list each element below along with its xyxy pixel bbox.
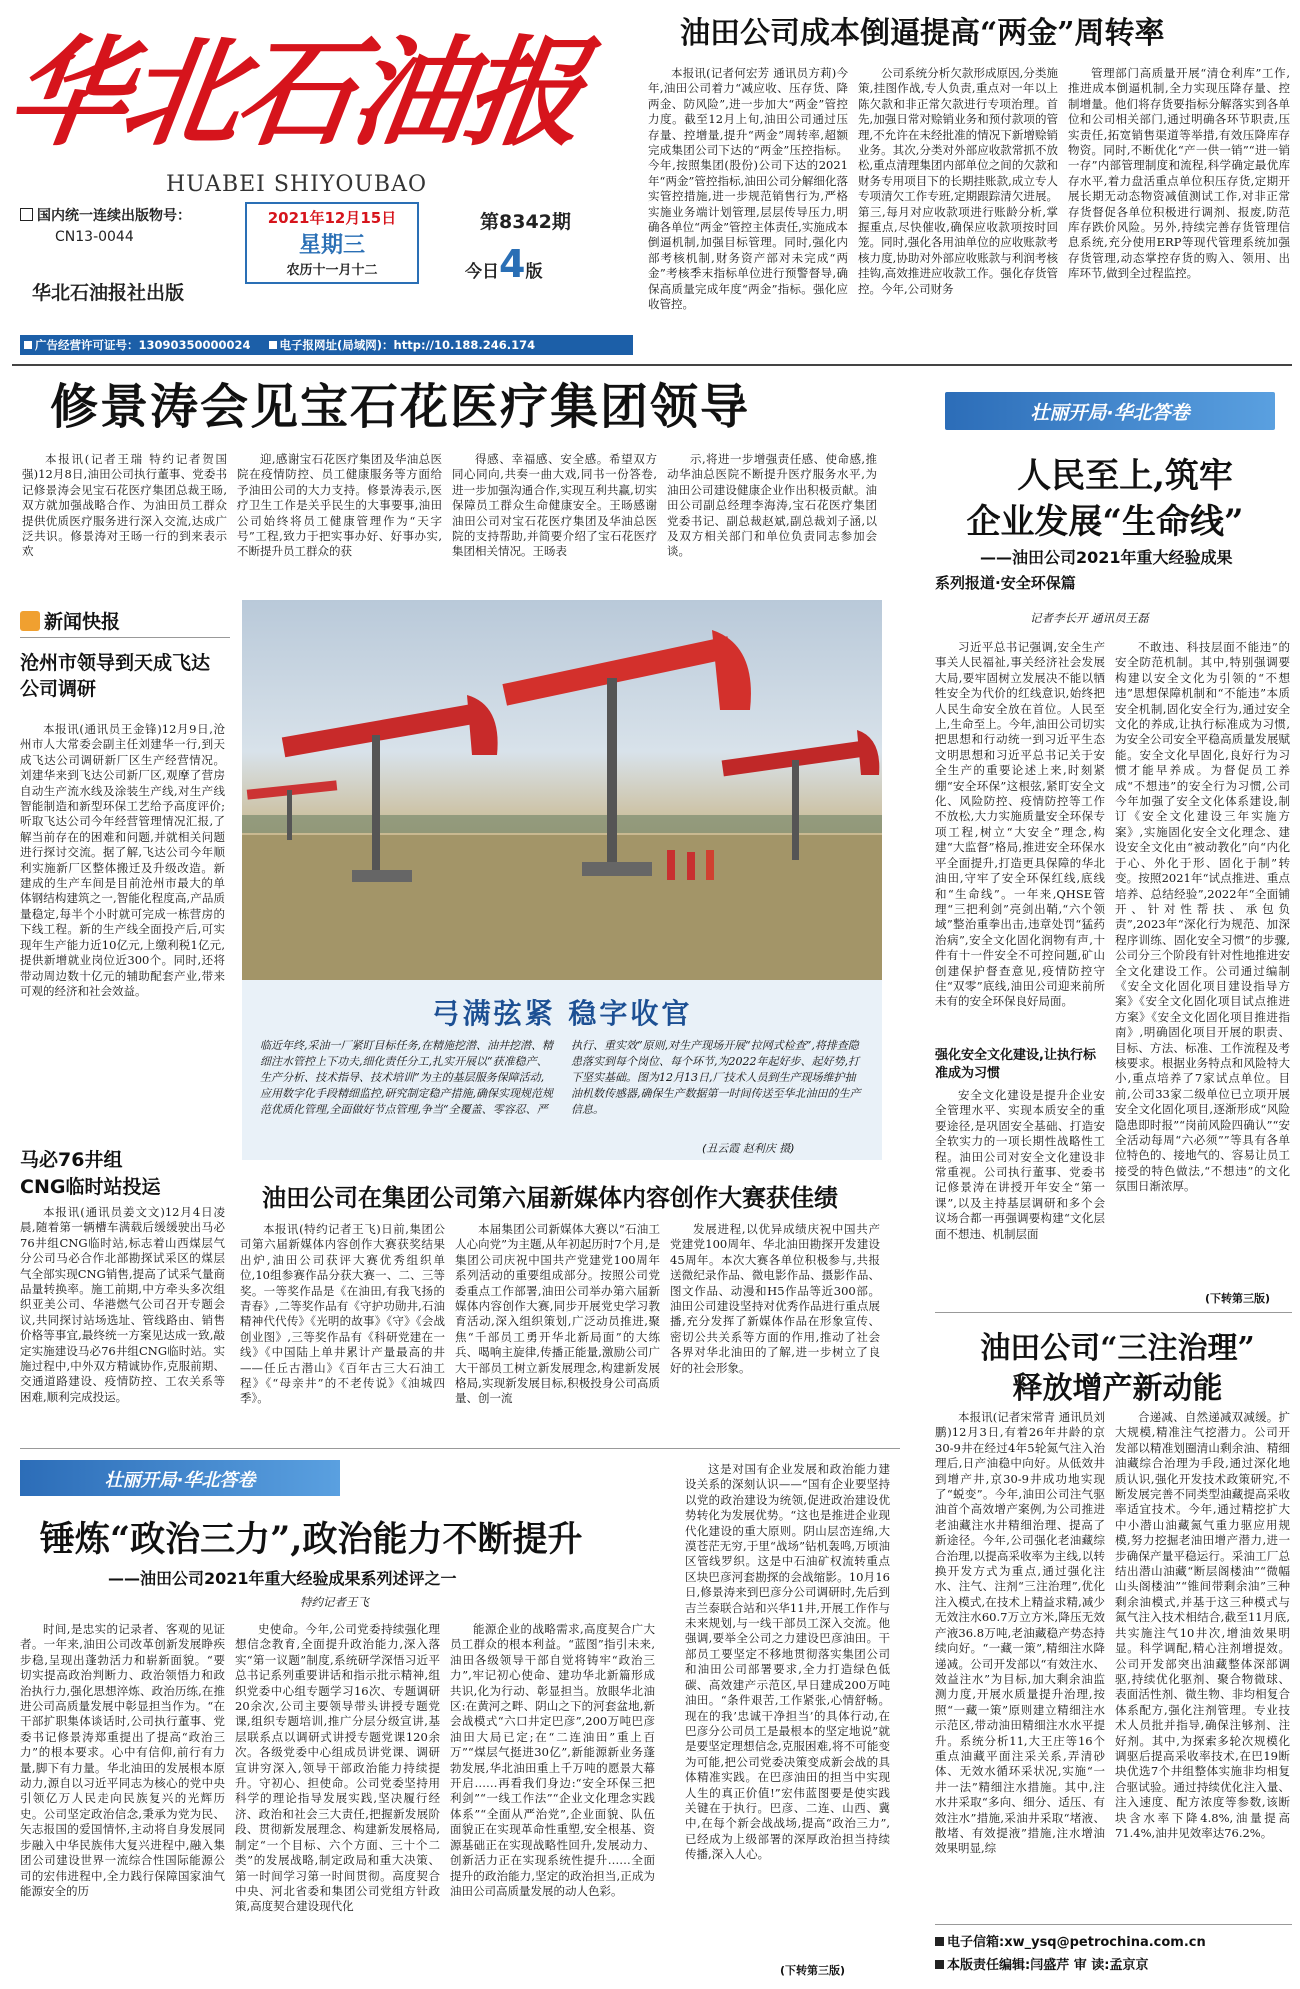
issn-box	[20, 205, 230, 265]
date-block	[245, 202, 419, 284]
safety-continued: (下转第三版)	[1205, 1292, 1271, 1305]
publisher: 华北石油报社出版	[32, 282, 185, 304]
date: 2021年12月15日	[267, 209, 397, 227]
photo-caption-box	[242, 980, 882, 1160]
footer-email: 电子信箱:xw_ysq@petrochina.com.cn	[935, 1931, 1292, 1950]
three-inj-col2: 合递减、自然递减双减缓。扩大规模,精准注气挖潜力。公司开发部以精准划圈清山剩余油、精细油藏综合治理为手段,通过深化地质认识,强化开发技术政策研究,不断发展完善不同类型油藏提高采收率适宜技术。今年,通过精挖扩大中小潜山油藏氮气重力驱应用规模,努力挖掘老油田增产潜力,进一步确保产量平稳运行。采油工厂总结出潜山油藏“断层阁楼油”“微幅山头阁楼油”“锥间带剩余油”三种剩余油模式,并基于这三种模式与氮气注入技术相结合,截至11月底,共实施注气10井次,增油效果明显。科学调配,精心注剂增提效。公司开发部突出油藏整体深部调驱,持续优化驱剂、聚合物微球、表面活性剂、微生物、非均相复合体系配方,强化注剂管理。专业技术人员批并指导,确保注够剂、注好剂。其中,为探索多轮次规模化调驱后提高采收率技术,在巴19断块优选7个井组整体实施非均相复合驱试验。通过持续优化注入量、注入速度、配方浓度等参数,该断块含水率下降4.8%,油量提高71.4%,油井见效率达76.2%。	[1115, 1410, 1290, 1840]
info-bar	[20, 335, 633, 355]
lead-col2: 迎,感谢宝石花医疗集团及华油总医院在疫情防控、员工健康服务等方面给予油田公司的大力支持。修景涛表示,医疗卫生工作是关乎民生的大事要事,油田公司始终将员工健康管理作为“天字号”工程,致力于把实事办好、好事办实,不断提升员工群众的获	[237, 452, 442, 559]
brief-2-headline-1: 马必76井组	[20, 1149, 123, 1171]
media-col2: 本届集团公司新媒体大赛以“石油工人心向党”为主题,从年初起历时7个月,是集团公司庆祝中国共产党建党100周年系列活动的重要组成部分。按照公司党委重点工作部署,油田公司举办第六届新媒体内容创作大赛,同步开展党史学习教育活动,深入组织策划,广泛动员推进,聚焦“千部员工勇开华北新局面”的大练兵、喝响主旋律,传播正能量,激励公司广大干部员工树立新发展理念,构建新发展格局,实现新发展目标,积极投身公司高质量、创一流	[455, 1222, 660, 1406]
square-icon	[935, 1960, 944, 1969]
brief-1-headline: 沧州市领导到天成飞达公司调研	[20, 652, 211, 700]
story-top-col1: 本报讯(记者何宏芳 通讯员方莉)今年,油田公司着力“减应收、压存货、降两金、防风险”,进一步加大“两金”管控力度。截至12月上旬,油田公司通过压存量、控增量,提升“两金”周转率,超额完成集团公司下达的“两金”压控指标。今年,按照集团(股份)公司下达的2021年“两金”管控指标,油田公司分解细化落实管控措施,进一步规范销售行为,严格实施业务端计划管理,层层传导压力,明确各单位“两金”管控主体责任,实施成本倒逼机制,加强目标管理。同时,强化内部考核机制,财务资产部对未完成“两金”考核季末指标单位进行预警督导,确保高质量完成年度“两金”指标。强化应收管控。	[648, 66, 848, 312]
lead-col1: 本报讯(记者王瑞 特约记者贺国强)12月8日,油田公司执行董事、党委书记修景涛会见宝石花医疗集团总裁王旸,双方就加强战略合作、为油田员工群众提供优质医疗服务进行深入交流,达成广泛共识。修景涛对王旸一行的到来表示欢	[22, 452, 227, 559]
weekday: 星期三	[298, 233, 365, 258]
three-inj-headline-1: 油田公司“三注治理”	[980, 1331, 1255, 1366]
safety-col1b: 安全文化建设是提升企业安全管理水平、实现本质安全的重要途径,是巩固安全基础、打造安全软实力的一项长期性战略性工程。油田公司对安全文化建设非常重视。公司执行董事、党委书记修景涛在讲授开年安全“第一课”,以及主持基层调研和多个会议场合都一再强调要构建“文化层面不想违、机制层面	[935, 1088, 1105, 1241]
safety-subsection-title: 强化安全文化建设,让执行标准成为习惯	[935, 1048, 1096, 1081]
safety-byline: 记者李长开 通讯员王磊	[1030, 611, 1149, 625]
safety-headline-2: 企业发展“生命线”	[966, 502, 1244, 542]
photo-caption-text: 临近年终,采油一厂紧盯目标任务,在精施挖潜、油井挖潜、精细注水管控上下功夫,细化责任分工,扎实开展以“获准稳产、生产分析、技术指导、技术培训”为主的基层服务保障活动,应用数字化手段精细监控,研究制定稳产措施,确保实现规范规范优质化管理,全面做好节点管理,争当“全覆盖、零容忍、严执行、重实效”原则,对生产现场开展“拉网式检查”,将排查隐患落实到每个岗位、每个环节,为2022年起好步、起好势,打下坚实基础。图为12月13日,厂技术人员到生产现场维护抽油机数传感器,确保生产数据第一时间传送至华北油田的生产信息。	[260, 1039, 861, 1116]
section-banner-label: 壮丽开局·华北答卷	[1030, 402, 1190, 424]
politics-col1: 时间,是忠实的记录者、客观的见证者。一年来,油田公司改革创新发展睁疾步稳,呈现出蓬勃活力和崭新面貌。“要切实提高政治判断力、政治领悟力和政治执行力,强化思想淬炼、政治历练,在推进公司高质量发展中彰显担当作为。“在干部扩职集体谈话时,公司执行董事、党委书记修景涛郑重提出了提高“政治三力”的根本要求。心中有信仰,前行有力量,脚下有力量。华北油田的发展根本原动力,源自以习近平同志为核心的党中央引领亿万人民走向民族复兴的光辉历史。公司坚定政治信念,秉承为党为民、矢志报国的爱国情怀,主动将自身发展同步融入中华民族伟大复兴进程中,融入集团公司建设世界一流综合性国际能源公司的宏伟进程中,全力践行保障国家油气能源安全的历	[20, 1622, 225, 1898]
square-icon	[24, 341, 32, 349]
safety-headline-1: 人民至上,筑牢	[1017, 456, 1233, 496]
three-inj-col1: 本报讯(记者宋常青 通讯员刘鹏)12月3日,有着26年井龄的京30-9井在经过4年5轮氮气注入治理后,日产油稳中向好。从低效井到增产井,京30-9井成功地实现了“蜕变”。今年,油田公司注气驱油首个高效增产案例,为公司推进老油藏注水井精细治理、提高了新途径。今年,公司强化老油藏综合治理,以提高采收率为主线,以转换开发方式为重点,通过强化注水、注气、注剂“三注治理”,优化注入模式,在技术上精益求精,减少无效注水60.7万立方米,降压无效产液36.8万吨,老油藏稳产势态持续向好。“一藏一策”,精细注水降递减。公司开发部以“有效注水、效益注水”为目标,加大剩余油监测力度,开展水质量提升治理,按照“一藏一策”原则建立精细注水示范区,带动油田精细注水水平提升。系统分析11,大王庄等16个重点油藏平面注采关系,弄清砂体、无效水循环采状况,实施“一井一法”精细注水措施。其中,注水井采取“多向、细分、适压、有效注水”措施,采油井采取“堵液、散堵、有效提液”措施,注水增油效果明显,综	[935, 1410, 1105, 1856]
photo-caption-title: 弓满弦紧 稳字收官	[431, 997, 693, 1030]
politics-banner-label: 壮丽开局·华北答卷	[104, 1470, 256, 1491]
divider	[20, 637, 230, 638]
section-banner	[945, 392, 1275, 430]
intranet-url: 电子报网址(局域网)：http://10.188.246.174	[279, 338, 536, 352]
lead-col3: 得感、幸福感、安全感。希望双方同心同向,共奏一曲大戏,同书一份答卷,进一步加强沟通合作,实现互利共赢,切实保障员工群众生命健康安全。王旸感谢油田公司对宝石花医疗集团及华油总医院的支持帮助,并简要介绍了宝石花医疗集团相关情况。王旸表	[452, 452, 657, 559]
square-icon	[20, 208, 33, 221]
issue-number: 第8342期	[480, 211, 571, 233]
news-brief-title: 新闻快报	[44, 611, 121, 633]
lunar-date: 农历十一月十二	[286, 263, 378, 278]
story-top-col3: 管理部门高质量开展“清仓利库”工作,推进成本倒逼机制,全力实现压降存量、控制增量。他们将存货要指标分解落实到各单位和公司相关部门,通过明确各环节职责,压实责任,拓宽销售渠道等举措,有效压降库存物资。同时,不断优化“产一供一销”“进一销一存”内部管理制度和流程,科学确定最优库存水平,着力盘活重点单位积压存货,定期开展长期无动态物资减值测试工作,对非正常存货督促各单位积极进行调剂、报废,防范库存跌价风险。另外,持续完善存货管理信息系统,充分使用ERP等现代管理系统加强存货管理,动态掌控存货的购入、领用、出库环节,做到全过程监控。	[1068, 66, 1290, 281]
masthead	[0, 10, 650, 320]
politics-banner	[20, 1460, 340, 1496]
three-inj-headline-2: 释放增产新动能	[1012, 1371, 1223, 1406]
safety-col1: 习近平总书记强调,安全生产事关人民福祉,事关经济社会发展大局,要牢固树立发展决不能以牺牲安全为代价的红线意识,始终把人民生命安全放在首位。人民至上,生命至上。今年,油田公司切实把思想和行动统一到习近平生态文明思想和习近平总书记关于安全生产的重要论述上来,时刻紧绷“安全环保”这根弦,紧盯安全文化、风险防控、疫情防控等工作不放松,大力实施质量安全环保专项工程,树立“大安全”理念,构建“大监督”格局,推进安全环保水平全面提升,打造更具保障的华北油田,守牢了安全环保红线,底线和“生命线”。一年来,QHSE管理“三把利剑”亮剑出鞘,“六个领域”整治重拳出击,违章处罚“猛药治病”,安全文化固化润物有声,十件有十一件安全不可控问题,矿山创建保护督查意见,疫情防控守住“双零”底线,油田公司迎来前所未有的安全环保良好局面。	[935, 640, 1105, 1009]
politics-continued: (下转第三版)	[780, 1964, 846, 1977]
media-col3: 发展进程,以优异成绩庆祝中国共产党建党100周年、华北油田勘探开发建设45周年。本次大赛各单位积极参与,共报送微纪录作品、微电影作品、摄影作品、图文作品、动漫和H5作品等近300部。油田公司建设坚持对优秀作品进行重点展播,充分发挥了新媒体作品在形象宣传、密切公共关系等方面的作用,推动了社会各界对华北油田的了解,进一步树立了良好的社会形象。	[670, 1222, 880, 1375]
story-top-col2: 公司系统分析欠款形成原因,分类施策,挂图作战,专人负责,重点对一年以上陈欠款和非正常欠款进行专项治理。首先,加强日常对赊销业务和预付款项的管理,不允许在未经批准的情况下新增赊销业务。其次,分类对外部应收款常抓不放松,重点清理集团内部单位之间的欠款和财务专用项目下的长期挂账款,成立专人专项清欠工作专班,定期跟踪清欠进展。第三,每月对应收款项进行账龄分析,掌握重点,尽快催收,确保应收款项按时回笼。同时,强化各用油单位的应收账款考核力度,协助对外部应收账款与利润考核挂钩,高效推进应收款工作。强化存货管控。今年,公司财务	[858, 66, 1058, 296]
divider	[935, 1312, 1292, 1313]
news-icon	[20, 611, 40, 631]
main-photo	[242, 600, 882, 980]
worker	[667, 850, 675, 880]
lead-col4: 示,将进一步增强责任感、使命感,推动华油总医院不断提升医疗服务水平,为油田公司建设健康企业作出积极贡献。油田公司副总经理李海涛,宝石花医疗集团党委书记、副总裁赵斌,副总裁刘子涵,以及双方相关部门和单位负责同志参加会谈。	[667, 452, 877, 559]
media-headline: 油田公司在集团公司第六届新媒体内容创作大赛获佳绩	[262, 1183, 838, 1212]
politics-col4: 这是对国有企业发展和政治能力建设关系的深刻认识——“国有企业要坚持以党的政治建设为统领,促进政治建设优势转化为发展优势。“这也是推进企业现代化建设的重大原则。阴山层峦连绵,大漠苍茫无穷,于里“战场”钻机轰鸣,万顷油区管线罗织。这是中石油矿权流转重点区块巴彦河套勘探的会战缩影。10月16日,修景涛来到巴彦分公司调研时,先后到吉兰泰联合站和兴华11井,开展工作作与未来规划,与一线干部员工深入交流。他强调,要举全公司之力建设巴彦油田。干部员工要坚定不移地贯彻落实集团公司和油田公司部署要求,全力打造绿色低碳、高效建产示范区,早日建成200万吨油田。“条件艰苦,工作紧张,心情舒畅。现在的我’忠诚干净担当’的具体行动,在巴彦分公司员工是最根本的坚定地说”就是要坚定理想信念,克服困难,将不可能变为可能,把公司党委决策变成新会战的具体精准实践。在巴彦油田的担当中实现人生的真正价值!”宏伟蓝图要是使实践关键在于执行。巴彦、二连、山西、冀中,在每个新会战战场,提高“政治三力”,已经成为上级部署的深厚政治担当持续传播,深入人心。	[685, 1462, 890, 1862]
divider	[12, 364, 1292, 366]
politics-col3: 能源企业的战略需求,高度契合广大员工群众的根本利益。“蓝图”指引未来,油田各级领导干部自觉将铸牢“政治三力”,牢记初心使命、建功华北新篇形成共识,化为行动、彰显担当。放眼华北油区:在黄河之畔、阴山之下的河套盆地,新会战模式“六口井定巴彦”,200万吨巴彦油田大局已定;在“二连油田”重上百万”“煤层气挺进30亿”,新能源新业务蓬勃发展,华北油田重上千万吨的愿景大幕开启……再看我们身边:“安全环保三把利剑”“一线工作法”“企业文化理念实践体系”“全面从严治党”,企业面貌、队伍面貌正在实现革命性重塑,安全根基、资源基础正在实现战略性回升,发展动力、创新活力正在实现系统性提升……全面提升的政治能力,坚定的政治担当,正成为油田公司高质量发展的动人色彩。	[450, 1622, 655, 1898]
brief-2-body: 本报讯(通讯员姜文文)12月4日凌晨,随着第一辆槽车满载后缓缓驶出马必76井组CNG临时站,标志着山西煤层气分公司马必合作北部勘探试采区的煤层气全部实现CNG销售,提高了试采气量商品量转换率。施工前期,中方牵头多次组织亚美公司、华港燃气公司召开专题会议,共同探讨站场选址、管线路由、销售价格等事宜,最终统一方案见达成一致,敲定实施建设马必76井组CNG临时站。实施过程中,中外双方精诚协作,克服前期、交通道路建设、疫情防控、工农关系等困难,顺利完成投运。	[20, 1205, 225, 1404]
story-top-headline: 油田公司成本倒逼提高“两金”周转率	[680, 16, 1165, 51]
lead-headline: 修景涛会见宝石花医疗集团领导	[50, 379, 751, 435]
square-icon	[269, 341, 277, 349]
safety-subhead-2: 系列报道·安全环保篇	[935, 574, 1076, 592]
brief-1-body: 本报讯(通讯员王金锋)12月9日,沧州市人大常委会副主任刘建华一行,到天成飞达公司调研新厂区生产经营情况。刘建华来到飞达公司新厂区,观摩了营房自动生产流水线及涂装生产线,对生产线智能制造和新型环保工艺给予高度评价;听取飞达公司今年经营管理情况汇报,了解当前存在的困难和问题,并就相关问题进行探讨交流。据了解,飞达公司今年顺利实施新厂区整体搬迁及升级改造。新建成的生产车间是目前沧州市最大的单体钢结构建筑之一,智能化程度高,产品质量稳定,每半个小时就可完成一栋营房的下线工程。新的生产线全面投产后,可实现年生产能力近10亿元,上缴利税1亿元,提供新增就业岗位近300个。同时,还将带动周边数十亿元的辅助配套产业,带来可观的经济和社会效益。	[20, 722, 225, 998]
footer	[935, 1924, 1292, 1977]
page-count: 今日4版	[465, 242, 543, 286]
media-col1: 本报讯(特约记者王飞)日前,集团公司第六届新媒体内容创作大赛获奖结果出炉,油田公司获评大赛优秀组织单位,10组参赛作品分获大赛一、二、三等奖。一等奖作品是《在油田,有我飞扬的青春》,二等奖作品有《守护功勋井,石油精神代代传》《光明的故事》《守》《会战创业图》,三等奖作品有《科研党建在一线》《中国陆上单井累计产量最高的井——任丘古潜山》《百年古三大石油工程》《“母亲井”的不老传说》《油城四季》。	[240, 1222, 445, 1406]
photo-credit: (丑云霞 赵利庆 摄)	[702, 1142, 795, 1155]
brief-2-headline-2: CNG临时站投运	[20, 1176, 161, 1198]
logo-title: 华北石油报	[0, 23, 590, 162]
square-icon	[935, 1937, 944, 1946]
politics-col2: 史使命。今年,公司党委持续强化理想信念教育,全面提升政治能力,深入落实“第一议题”制度,系统研学深悟习近平总书记系列重要讲话和指示批示精神,组织党委中心组专题学习16次、专题调研20余次,公司主要领导带头讲授专题党课,组织专题培训,推广分层分级宣讲,基层联系点以调研式讲授专题党课120余次。各级党委中心组成员讲党课、调研宣讲穷深入,领导干部政治能力持续提升。守初心、担使命。公司党委坚持用科学的理论指导发展实践,坚决履行经济、政治和社会三大责任,把握新发展阶段、贯彻新发展理念、构建新发展格局,制定“一个目标、六个方面、三十个二类”的发展战略,制定政局和重大决策、第一时间学习第一时间贯彻。高度契合中央、河北省委和集团公司党组方针政策,高度契合建设现代化	[235, 1622, 440, 1914]
logo-pinyin: HUABEI SHIYOUBAO	[166, 172, 427, 197]
news-brief-header	[20, 607, 220, 635]
worker	[706, 850, 714, 880]
worker	[687, 852, 695, 880]
divider	[20, 1448, 900, 1449]
politics-subhead: ——油田公司2021年重大经验成果系列述评之一	[108, 1569, 457, 1588]
safety-col2: 不敢违、科技层面不能违”的安全防范机制。其中,特别强调要构建以安全文化为引领的“不想违”思想保障机制和“不能违”本质安全机制,固化安全行为,通过安全文化的养成,让执行标准成为习惯,为安全公司安全平稳高质量发展赋能。安全文化早固化,良好行为习惯才能早养成。为督促员工养成“不想违”的安全行为习惯,公司今年加强了安全文化体系建设,制订《安全文化建设三年实施方案》,实施固化安全文化理念、建设安全文化由“被动教化”向“内化于心、外化于形、固化于制”转变。按照2021年“试点推进、重点培养、总结经验”,2022年“全面铺开、针对性帮扶、承包负责”,2023年“深化行为规范、加深程序训练、固化安全习惯”的步骤,公司分三个阶段有针对性地推进安全文化建设工作。公司通过编制《安全文化固化项目建设指导方案》《安全文化固化项目试点推进方案》《安全文化固化项目推进指南》,明确固化项目开展的职责、目标、方法、标准、工作流程及考核要求。根据业务特点和风险特大小,重点培养了7家试点单位。目前,公司33家二级单位已立项开展安全文化固化项目,逐渐形成“风险隐患即时报”“岗前风险四确认”“安全活动每周“六必须””等具有各单位特色的、接地气的、容易让员工接受的特色做法,“不想违”的文化氛围日渐浓厚。	[1115, 640, 1290, 1194]
politics-byline: 特约记者王飞	[300, 1595, 369, 1609]
footer-editor: 本版责任编辑:闫盛芹 审 读:孟京京	[935, 1954, 1292, 1973]
ad-license: 广告经营许可证号：13090350000024	[35, 338, 251, 352]
issn-number: CN13-0044	[55, 229, 134, 245]
pumpjack-illustration	[242, 600, 882, 980]
safety-subhead: ——油田公司2021年重大经验成果	[980, 548, 1233, 567]
politics-headline: 锤炼“政治三力”,政治能力不断提升	[40, 1519, 583, 1560]
issn-label: 国内统一连续出版物号：	[37, 208, 191, 224]
